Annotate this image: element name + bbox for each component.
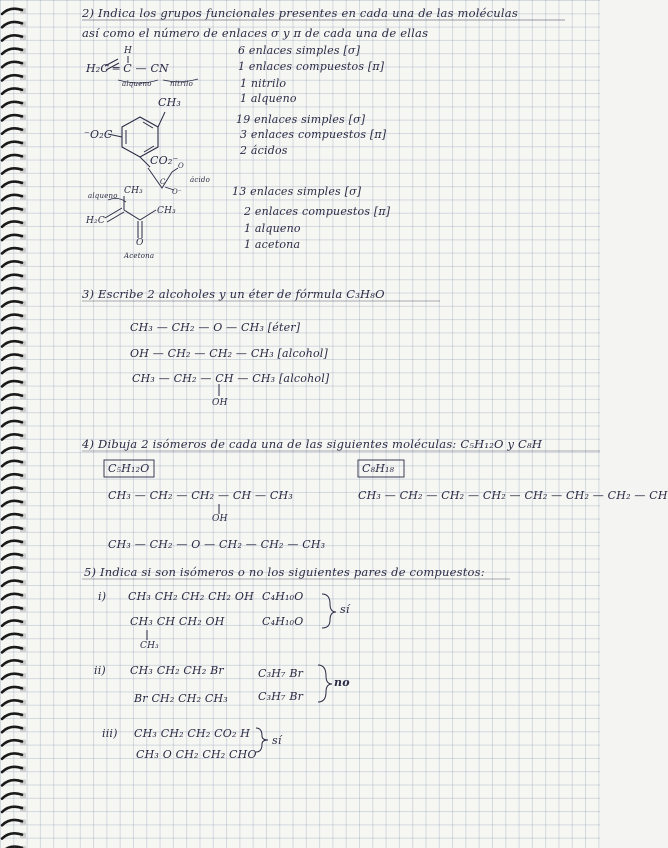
m2-ch3: CH₃ (158, 96, 182, 109)
m1-label-alqueno: alqueno (122, 80, 152, 88)
q3-line-3: CH₃ — CH₂ — CH — CH₃ [alcohol] (132, 372, 330, 385)
q5-i-b: CH₃ CH CH₂ OH (130, 615, 225, 628)
q4-isomer-1: CH₃ — CH₂ — CH₂ — CH — CH₃ (108, 489, 293, 502)
m2-c: C (160, 178, 166, 186)
q5-ii-label: ii) (94, 664, 106, 677)
m1-result-2: 1 enlaces compuestos [π] (238, 60, 385, 73)
q5-i-formula-b: C₄H₁₀O (262, 615, 304, 628)
q5-iii-a: CH₃ CH₂ CH₂ CO₂ H (134, 727, 251, 740)
m1-result-4: 1 alqueno (240, 92, 297, 105)
q3-line-2: OH — CH₂ — CH₂ — CH₃ [alcohol] (130, 347, 329, 360)
q4-isomer-1-oh: OH (212, 514, 228, 524)
m3-label-alqueno: alqueno (88, 192, 118, 200)
m2-result-3: 2 ácidos (240, 144, 288, 157)
q4-isomer-3: CH₃ — CH₂ — CH₂ — CH₂ — CH₂ — CH₂ — CH₂ — CH (358, 489, 668, 502)
q5-ii-a: CH₃ CH₂ CH₂ Br (130, 664, 224, 677)
m2-o-bottom: O⁻ (172, 188, 182, 196)
m3-label-acetona: Acetona (124, 252, 155, 260)
m1-result-3: 1 nitrilo (240, 77, 287, 90)
q5-title: 5) Indica si son isómeros o no los siguientes pares de compuestos: (84, 565, 485, 579)
q5-i-b-sub: CH₃ (140, 641, 159, 651)
q5-ii-answer: no (334, 676, 350, 689)
m1-h: H (124, 46, 133, 56)
q4-box-2: C₈H₁₈ (362, 462, 395, 475)
q5-ii-b: Br CH₂ CH₂ CH₃ (134, 692, 228, 705)
q5-iii-label: iii) (102, 727, 118, 740)
m2-co2: CO₂⁻ (150, 154, 179, 167)
q4-title: 4) Dibuja 2 isómeros de cada una de las siguientes moléculas: C₅H₁₂O y C₈H (82, 437, 543, 451)
q4-box-1: C₅H₁₂O (108, 462, 150, 475)
q3-line-3-oh: OH (212, 398, 228, 408)
m1-result-1: 6 enlaces simples [σ] (238, 44, 361, 57)
m3-ch3-right: CH₃ (157, 206, 176, 216)
q2-title-line1: 2) Indica los grupos funcionales presentes en cada una de las moléculas (82, 6, 518, 20)
m3-result-4: 1 acetona (244, 238, 301, 251)
m3-result-1: 13 enlaces simples [σ] (232, 185, 362, 198)
q5-ii-formula-a: C₃H₇ Br (258, 667, 304, 680)
q5-i-answer: sí (340, 603, 350, 616)
m3-h2c: H₂C (86, 216, 105, 226)
m1-formula: H₂C ═ C — CN (86, 62, 169, 75)
q5-i-a: CH₃ CH₂ CH₂ CH₂ OH (128, 590, 254, 603)
m1-label-nitrilo: nitrilo (170, 80, 193, 88)
m3-o: O (136, 238, 144, 248)
q5-iii-b: CH₃ O CH₂ CH₂ CHO (136, 748, 257, 761)
q5-i-formula-a: C₄H₁₀O (262, 590, 304, 603)
q5-iii-answer: sí (272, 734, 282, 747)
m3-result-3: 1 alqueno (244, 222, 301, 235)
q5-ii-formula-b: C₃H₇ Br (258, 690, 304, 703)
q2-title-line2: así como el número de enlaces σ y π de cada una de ellas (82, 26, 429, 40)
q3-line-1: CH₃ — CH₂ — O — CH₃ [éter] (130, 321, 301, 334)
m2-o2c: ⁻O₂C (84, 128, 113, 141)
m3-ch3-top: CH₃ (124, 186, 143, 196)
m2-o-top: O (178, 162, 184, 170)
q5-i-label: i) (98, 590, 107, 603)
q4-isomer-2: CH₃ — CH₂ — O — CH₂ — CH₂ — CH₃ (108, 538, 326, 551)
m2-result-1: 19 enlaces simples [σ] (236, 113, 366, 126)
m2-label-acido: ácido (190, 176, 211, 184)
m3-result-2: 2 enlaces compuestos [π] (244, 205, 391, 218)
q3-title: 3) Escribe 2 alcoholes y un éter de fórmula C₃H₈O (82, 287, 385, 301)
m2-result-2: 3 enlaces compuestos [π] (240, 128, 387, 141)
